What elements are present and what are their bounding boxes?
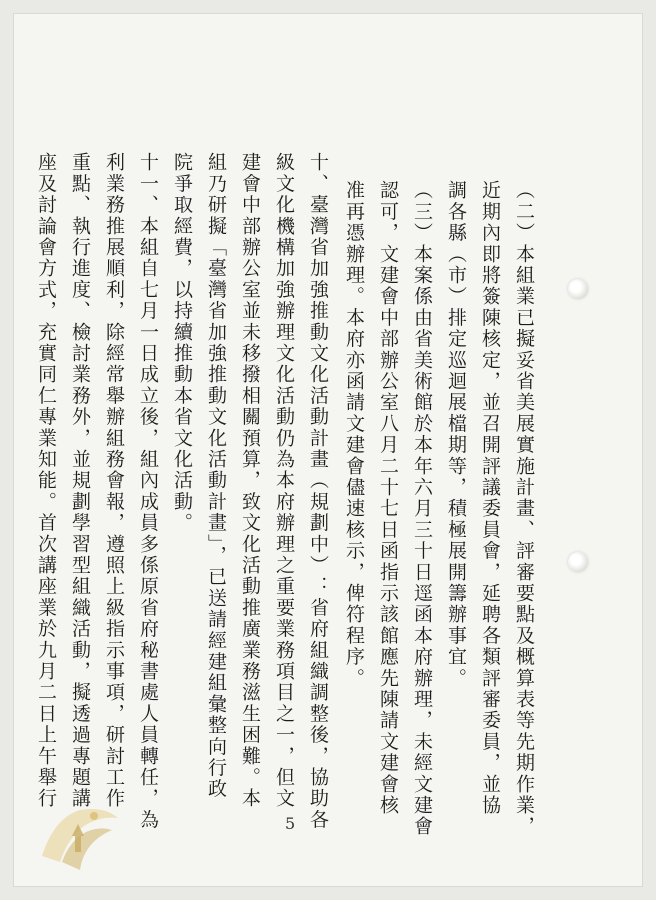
document-page (14, 14, 642, 886)
archive-logo-icon (34, 796, 124, 876)
text-column: 建會中部辦公室並未移撥相關預算，致文化活動推廣業務滋生困難。本 (239, 152, 261, 810)
text-column: 准再憑辦理。本府亦函請文建會儘速核示，俾符程序。 (343, 180, 365, 689)
text-column: 級文化機構加強辦理文化活動仍為本府辦理之重要業務項目之一，但文 (273, 152, 295, 810)
text-column: 調各縣（市）排定巡迴展檔期等，積極展開籌辦事宜。 (445, 180, 467, 689)
text-column: 座及討論會方式，充實同仁專業知能。首次講座業於九月二日上午舉行 (35, 152, 57, 810)
page-number: 5 (285, 814, 296, 833)
punch-hole (568, 552, 588, 572)
text-column: 十、臺灣省加強推動文化活動計畫（規劃中）：省府組織調整後，協助各 (307, 152, 329, 831)
text-column: （二）本組業已擬妥省美展實施計畫、評審要點及概算表等先期作業， (513, 180, 535, 838)
text-column: 組乃研擬「臺灣省加強推動文化活動計畫」，已送請經建組彙整向行政 (205, 152, 227, 800)
text-column: 十一、本組自七月一日成立後，組內成員多係原省府秘書處人員轉任，為 (137, 152, 159, 831)
text-column: 重點、執行進度、檢討業務外，並規劃學習型組織活動，擬透過專題講 (69, 152, 91, 810)
text-column: 利業務推展順利，除經常舉辦組務會報，遵照上級指示事項，研討工作 (103, 152, 125, 810)
text-column: （三）本案係由省美術館於本年六月三十日逕函本府辦理，未經文建會 (411, 180, 433, 838)
text-column: 近期內即將簽陳核定，並召開評議委員會，延聘各類評審委員，並協 (479, 180, 501, 816)
punch-hole (568, 279, 588, 299)
text-column: 院爭取經費，以持續推動本省文化活動。 (171, 152, 193, 534)
text-column: 認可，文建會中部辦公室八月二十七日函指示該館應先陳請文建會核 (377, 180, 399, 816)
